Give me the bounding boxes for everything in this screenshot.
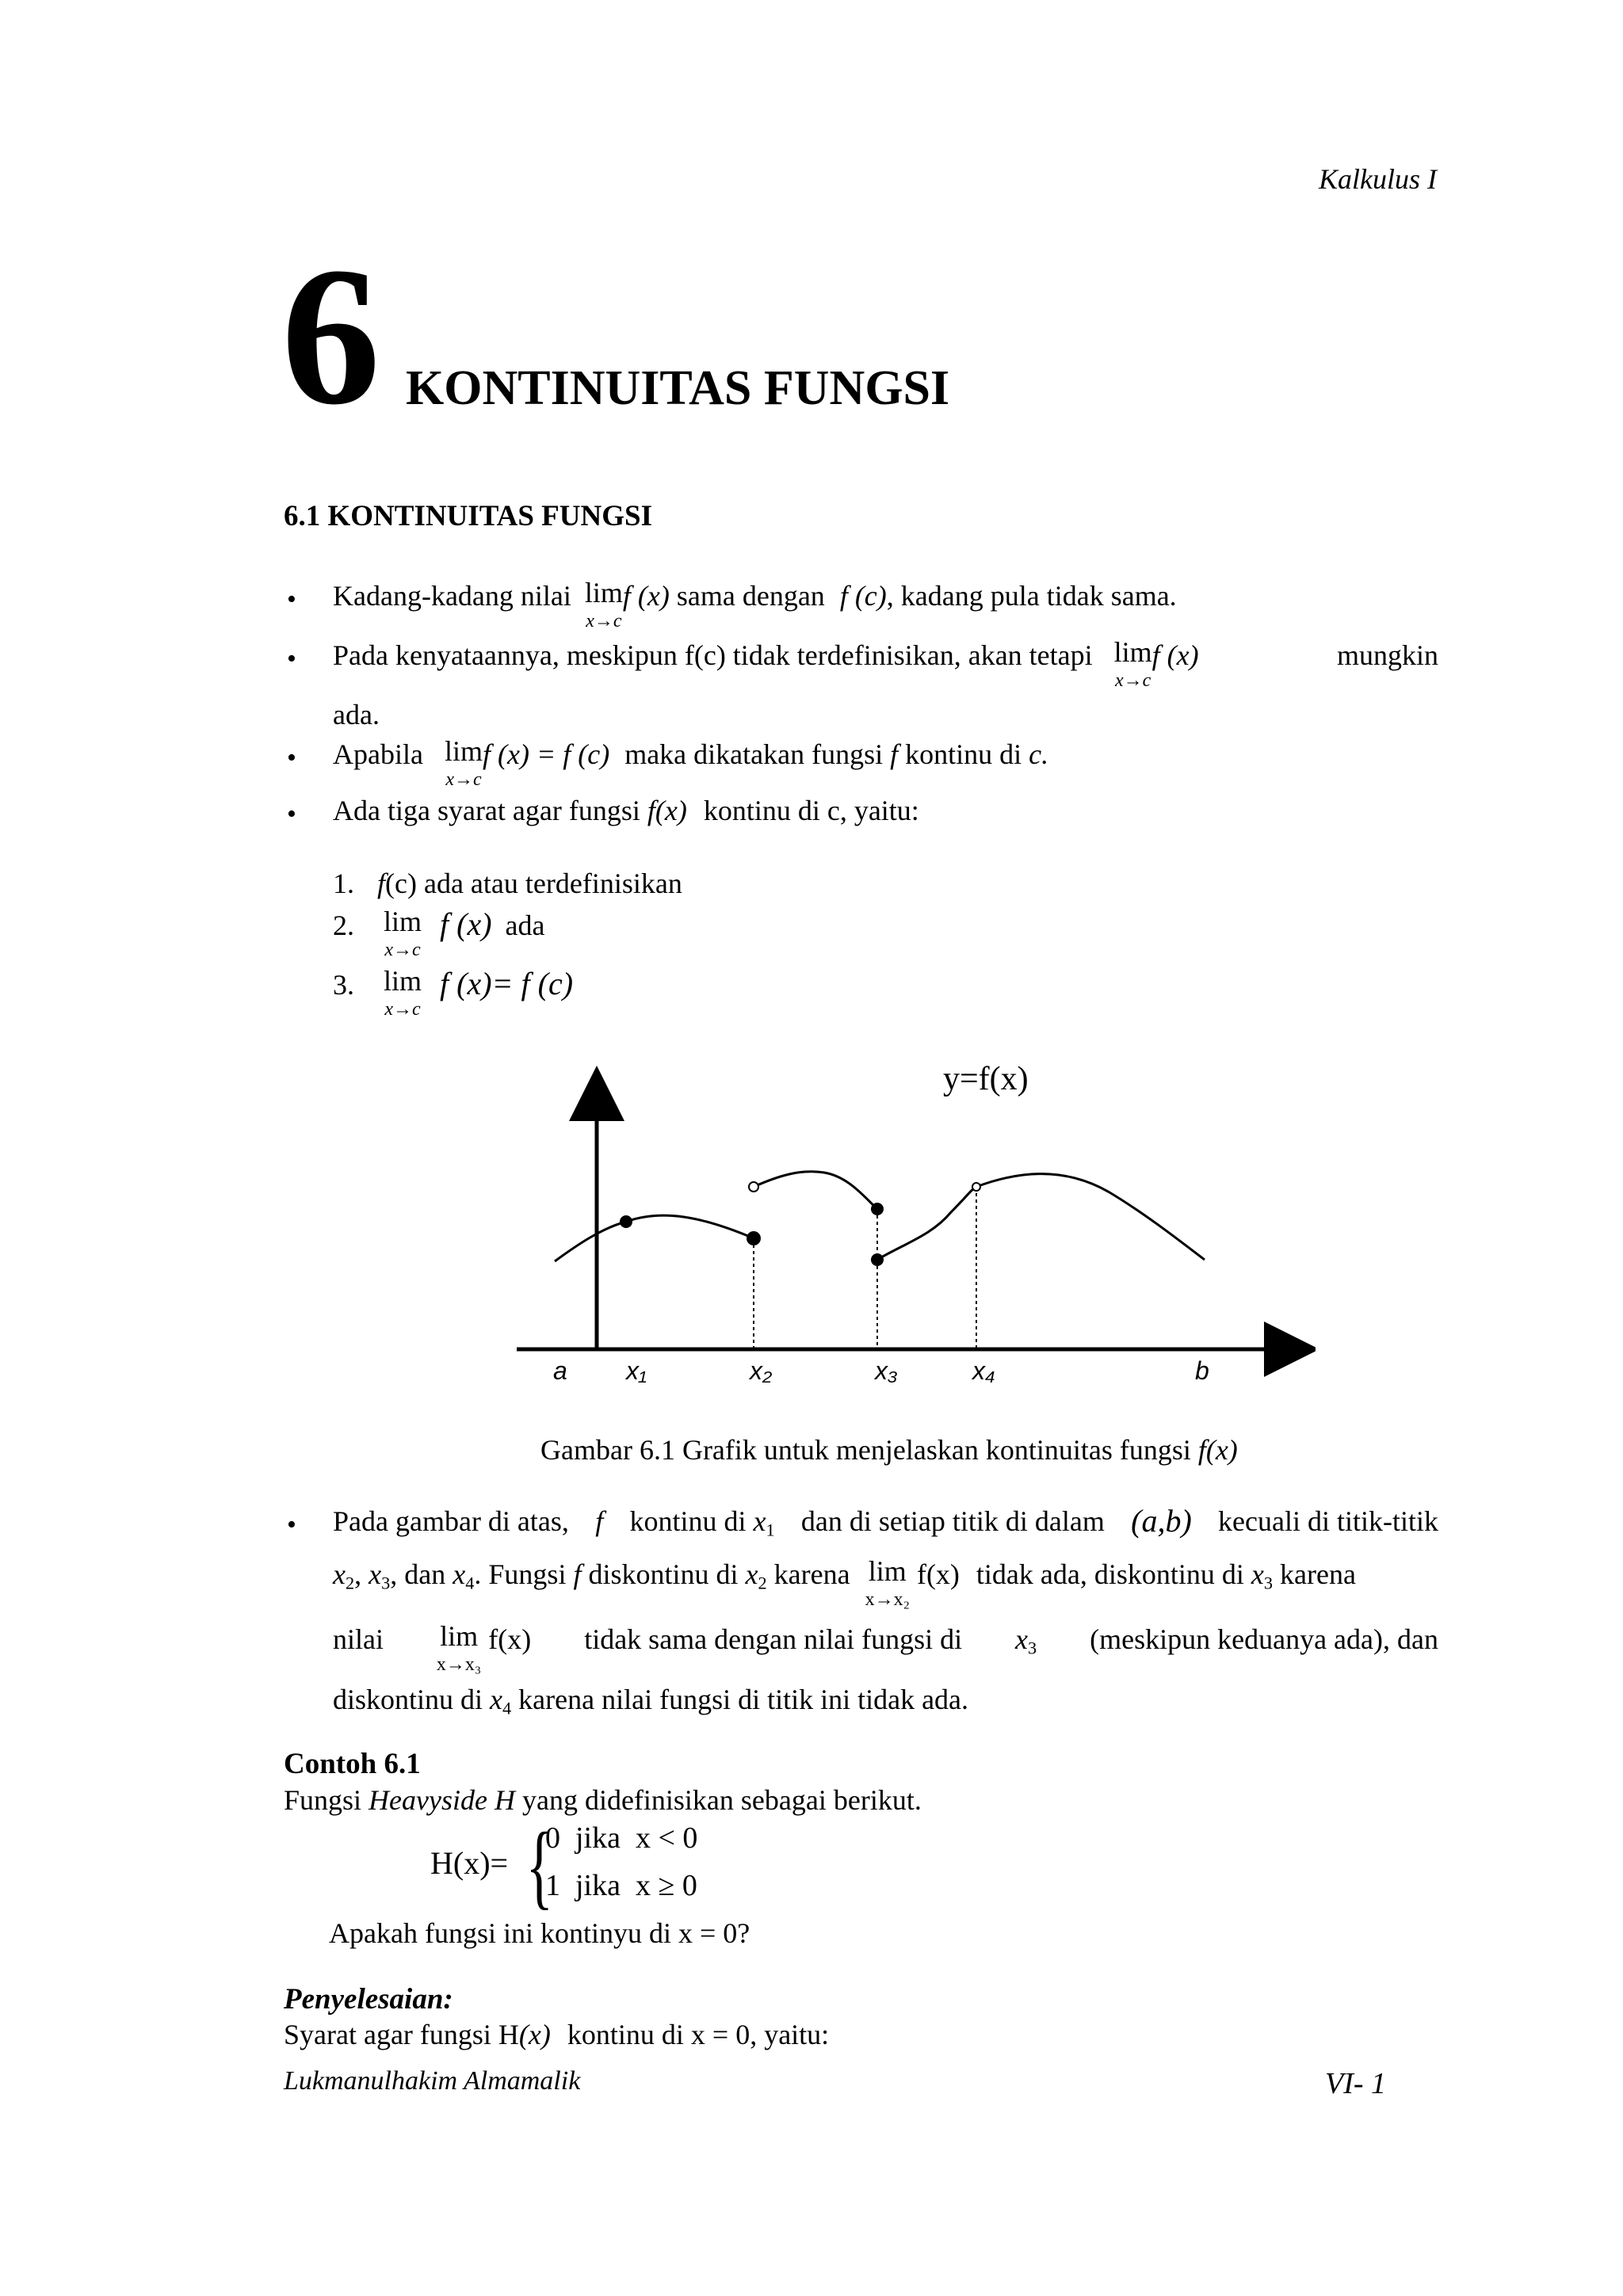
explanation-line-1: Pada gambar di atas, f kontinu di $x_1$ dan di setiap titik di dalam (a,b) kecuali di titik-titik: [333, 1503, 1438, 1540]
x-label-x4: x₄: [972, 1356, 995, 1385]
function-label: y=f(x): [943, 1061, 1029, 1097]
heaviside-case-2: 1 jika x ≥ 0: [545, 1869, 697, 1902]
chapter-number: 6: [281, 227, 380, 446]
explanation-line-4: diskontinu di $x_4$ karena nilai fungsi di titik ini tidak ada.: [333, 1684, 969, 1718]
point-x1: [620, 1215, 632, 1228]
curve-segment-2: [754, 1172, 877, 1209]
bullet-2-continued: ada.: [333, 699, 380, 730]
point-x3-start: [871, 1253, 884, 1266]
bullet-2: Pada kenyataannya, meskipun f(c) tidak terdefinisikan, akan tetapi lim x→c f (x) mungkin: [333, 636, 1438, 691]
explanation-line-2: $x_2$, $x_3$, dan $x_4$. Fungsi f diskontinu di $x_2$ karena lim x→x₂ f(x) tidak ada, diskontinu di $x_3$ karena: [333, 1555, 1356, 1610]
footer-page-number: VI- 1: [1325, 2067, 1387, 2100]
chapter-title: KONTINUITAS FUNGSI: [406, 361, 950, 415]
point-x2-open: [749, 1182, 758, 1192]
curve-segment-4: [976, 1174, 1205, 1260]
curve-segment-3: [877, 1187, 976, 1260]
condition-3: 3. lim x→c f (x)= f (c): [333, 965, 574, 1020]
bullet-1: Kadang-kadang nilai lim x→c f (x) sama dengan f (c), kadang pula tidak sama.: [333, 577, 1177, 631]
heaviside-lhs: H(x)=: [430, 1845, 509, 1881]
condition-1: 1. f(c) ada atau terdefinisikan: [333, 868, 682, 899]
heaviside-case-1: 0 jika x < 0: [545, 1821, 698, 1855]
example-intro: Fungsi Heavyside H yang didefinisikan sebagai berikut.: [284, 1784, 922, 1816]
bullet-dot: •: [287, 799, 296, 829]
point-x2-filled: [747, 1231, 761, 1245]
figure-caption: Gambar 6.1 Grafik untuk menjelaskan kontinuitas fungsi f(x): [540, 1434, 1238, 1466]
x-label-x3: x₃: [875, 1356, 898, 1385]
brace: {: [525, 1813, 554, 1918]
solution-title: Penyelesaian:: [284, 1983, 453, 2016]
continuity-graph: [491, 1054, 1316, 1402]
condition-2: 2. lim x→c f (x) ada: [333, 906, 545, 960]
bullet-3: Apabila lim x→c f (x) = f (c) maka dikatakan fungsi f kontinu di c.: [333, 735, 1049, 790]
bullet-dot: •: [287, 644, 296, 673]
bullet-dot: •: [287, 743, 296, 772]
running-header: Kalkulus I: [1319, 163, 1437, 195]
lim-subscript: x→c: [586, 611, 622, 631]
section-heading: 6.1 KONTINUITAS FUNGSI: [284, 500, 652, 532]
x-label-x2: x₂: [750, 1356, 773, 1385]
footer-author: Lukmanulhakim Almamalik: [284, 2066, 581, 2096]
bullet-dot: •: [287, 1510, 296, 1539]
lim-word: lim: [584, 577, 623, 608]
point-x3-filled: [871, 1203, 884, 1215]
x-label-b: b: [1195, 1356, 1209, 1385]
curve-segment-1: [555, 1215, 754, 1261]
x-label-a: a: [553, 1356, 567, 1385]
x-label-x1: x₁: [626, 1356, 647, 1385]
solution-text: Syarat agar fungsi H(x) kontinu di x = 0, yaitu:: [284, 2019, 830, 2050]
point-x4-open: [972, 1183, 980, 1191]
explanation-line-3: nilai lim x→x₃ f(x) tidak sama dengan nilai fungsi di $x_3$ (meskipun keduanya ada), dan: [333, 1620, 1438, 1675]
example-title: Contoh 6.1: [284, 1748, 421, 1780]
example-question: Apakah fungsi ini kontinyu di x = 0?: [329, 1917, 750, 1949]
bullet-4: Ada tiga syarat agar fungsi f(x) kontinu di c, yaitu:: [333, 795, 919, 826]
bullet-dot: •: [287, 585, 296, 614]
